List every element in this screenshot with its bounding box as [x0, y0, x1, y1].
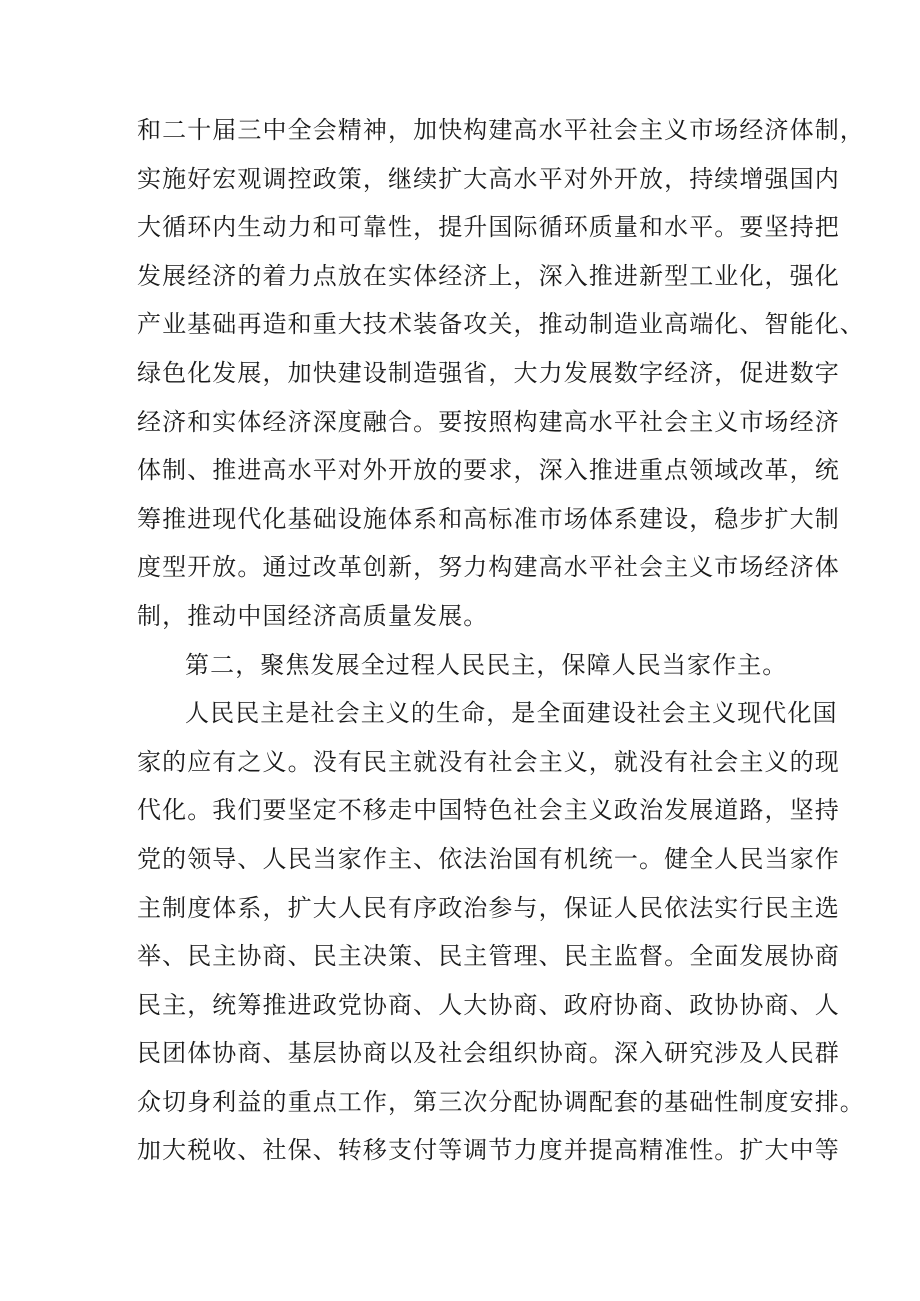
- text-line: 家的应有之义。没有民主就没有社会主义，就没有社会主义的现: [137, 747, 840, 776]
- body-text: [137, 106, 865, 1175]
- text-line: 民团体协商、基层协商以及社会组织协商。深入研究涉及人民群: [137, 1039, 840, 1068]
- text-line: 体制、推进高水平对外开放的要求，深入推进重点领域改革，统: [137, 456, 840, 485]
- text-line: 大循环内生动力和可靠性，提升国际循环质量和水平。要坚持把: [137, 213, 840, 242]
- text-line: 筹推进现代化基础设施体系和高标准市场体系建设，稳步扩大制: [137, 504, 840, 533]
- text-line: 主制度体系，扩大人民有序政治参与，保证人民依法实行民主选: [137, 893, 840, 922]
- text-line: 度型开放。通过改革创新，努力构建高水平社会主义市场经济体: [137, 553, 840, 582]
- text-line: 加大税收、社保、转移支付等调节力度并提高精准性。扩大中等: [137, 1136, 840, 1165]
- text-line: 发展经济的着力点放在实体经济上，深入推进新型工业化，强化: [137, 261, 840, 290]
- text-line: 民主，统筹推进政党协商、人大协商、政府协商、政协协商、人: [137, 990, 840, 1019]
- heading-line: 第二，聚焦发展全过程人民民主，保障人民当家作主。: [185, 650, 788, 679]
- text-line: 代化。我们要坚定不移走中国特色社会主义政治发展道路，坚持: [137, 796, 840, 825]
- text-line: 实施好宏观调控政策，继续扩大高水平对外开放，持续增强国内: [137, 164, 840, 193]
- paragraph-democracy: [137, 689, 865, 1175]
- section-heading-second: [137, 641, 797, 690]
- text-line: 和二十届三中全会精神，加快构建高水平社会主义市场经济体制，: [137, 116, 865, 144]
- text-line: 产业基础再造和重大技术装备攻关，推动制造业高端化、智能化、: [137, 310, 865, 339]
- text-line: 制，推动中国经济高质量发展。: [137, 601, 489, 630]
- paragraph-economy-continued: [137, 106, 865, 641]
- text-line: 经济和实体经济深度融合。要按照构建高水平社会主义市场经济: [137, 407, 840, 436]
- text-line: 绿色化发展，加快建设制造强省，大力发展数字经济，促进数字: [137, 358, 840, 387]
- text-line: 党的领导、人民当家作主、依法治国有机统一。健全人民当家作: [137, 844, 840, 873]
- text-line: 人民民主是社会主义的生命，是全面建设社会主义现代化国: [185, 699, 838, 728]
- text-line: 举、民主协商、民主决策、民主管理、民主监督。全面发展协商: [137, 942, 840, 971]
- text-line: 众切身利益的重点工作，第三次分配协调配套的基础性制度安排。: [137, 1087, 865, 1116]
